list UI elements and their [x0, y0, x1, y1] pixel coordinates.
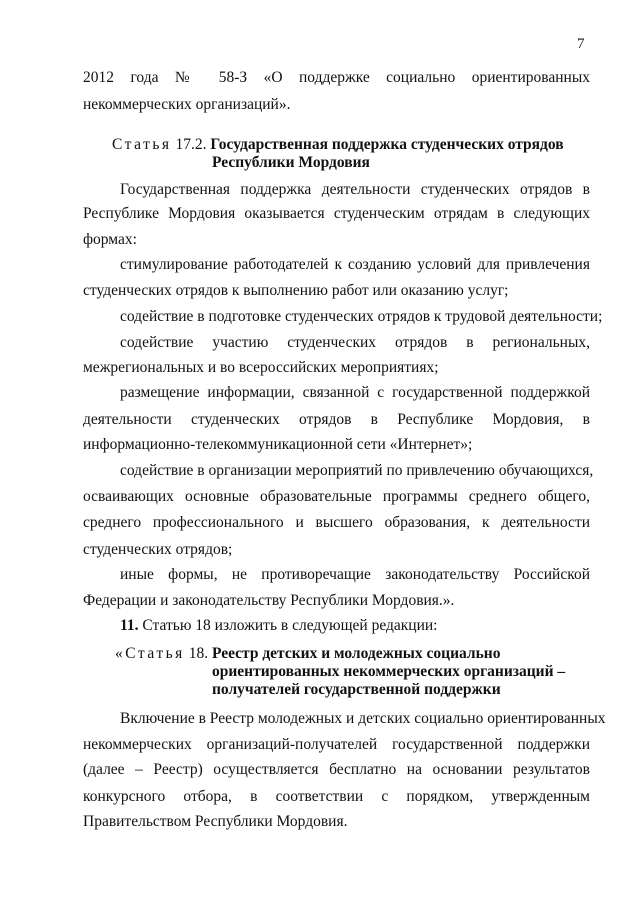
text-line: 2012 года № 58-З «О поддержке социально ориентированных	[83, 69, 590, 86]
article-18-heading-cont: ориентированных некоммерческих организаций –	[212, 663, 566, 680]
page-number: 7	[577, 36, 585, 52]
text-line: деятельности студенческих отрядов в Республике Мордовия, в	[83, 411, 590, 428]
text-line: формах:	[83, 231, 137, 248]
text-line: студенческих отрядов к выполнению работ или оказанию услуг;	[83, 282, 509, 299]
text-line: стимулирование работодателей к созданию условий для привлечения	[120, 256, 590, 273]
article-number: 18.	[184, 645, 212, 662]
text-line: размещение информации, связанной с государственной поддержкой	[120, 384, 590, 401]
text-line: Включение в Реестр молодежных и детских социально ориентированных	[120, 710, 606, 727]
text-line: среднего профессионального и высшего образования, к деятельности	[83, 514, 590, 531]
amendment-item-11	[120, 616, 590, 636]
text-line: содействие участию студенческих отрядов в региональных,	[120, 334, 590, 351]
item-text: Статью 18 изложить в следующей редакции:	[138, 617, 438, 634]
article-18-heading	[115, 644, 595, 664]
article-17-2-heading-cont: Республики Мордовия	[212, 154, 370, 171]
text-line: Федерации и законодательству Республики Мордовия.».	[83, 592, 455, 609]
article-prefix: «Статья	[115, 645, 185, 662]
item-number: 11.	[120, 617, 139, 634]
article-number: 17.2.	[171, 136, 211, 153]
text-line: Государственная поддержка деятельности студенческих отрядов в	[120, 181, 590, 198]
text-line: (далее – Реестр) осуществляется бесплатно на основании результатов	[83, 761, 590, 778]
text-line: Правительством Республики Мордовия.	[83, 813, 348, 830]
text-line: иные формы, не противоречащие законодательству Российской	[120, 566, 590, 583]
article-title: Реестр детских и молодежных социально	[211, 645, 501, 662]
text-line: осваивающих основные образовательные программы среднего общего,	[83, 488, 590, 505]
article-title: Государственная поддержка студенческих отрядов	[210, 136, 564, 153]
text-line: содействие в организации мероприятий по привлечению обучающихся,	[120, 462, 594, 479]
text-line: некоммерческих организаций».	[83, 96, 291, 113]
article-17-2-heading	[112, 135, 592, 155]
text-line: конкурсного отбора, в соответствии с порядком, утвержденным	[83, 788, 590, 805]
text-line: студенческих отрядов;	[83, 541, 233, 558]
article-18-heading-cont: получателей государственной поддержки	[212, 681, 501, 698]
text-line: содействие в подготовке студенческих отрядов к трудовой деятельности;	[120, 308, 603, 325]
text-line: Республике Мордовия оказывается студенческим отрядам в следующих	[83, 205, 590, 222]
text-line: информационно-телекоммуникационной сети «Интернет»;	[83, 436, 473, 453]
article-prefix: Статья	[112, 136, 172, 153]
text-line: межрегиональных и во всероссийских мероприятиях;	[83, 359, 439, 376]
text-line: некоммерческих организаций-получателей государственной поддержки	[83, 736, 590, 753]
